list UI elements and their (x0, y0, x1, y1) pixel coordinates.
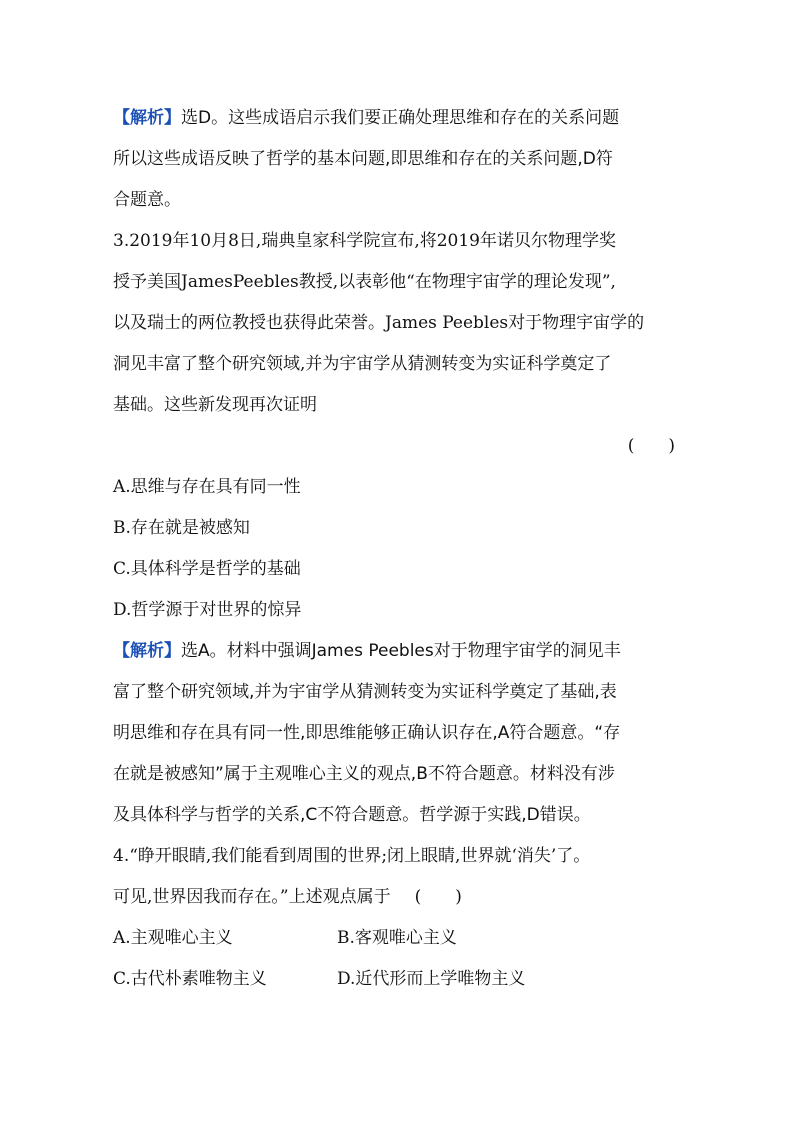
q4-stem-line-2: 可见,世界因我而存在。”上述观点属于 ( ) (113, 887, 462, 907)
analysis-3 (113, 631, 683, 836)
analysis-3-line-2: 富了整个研究领域,并为宇宙学从猜测转变为实证科学奠定了基础,表 (113, 682, 617, 702)
q4-option-b: B.客观唯心主义 (337, 928, 457, 948)
q4-option-row-1 (113, 918, 683, 959)
q4-option-d: D.近代形而上学唯物主义 (337, 969, 526, 989)
q3-answer-paren: ( ) (627, 436, 675, 456)
q3-stem-line-2: 授予美国JamesPeebles教授,以表彰他“在物理宇宙学的理论发现”, (113, 272, 616, 292)
q3-option-d: D.哲学源于对世界的惊异 (113, 600, 302, 620)
q3-option-c: C.具体科学是哲学的基础 (113, 559, 301, 579)
q3-option-a: A.思维与存在具有同一性 (113, 477, 301, 497)
q3-option-b: B.存在就是被感知 (113, 518, 250, 538)
q3-stem-line-1: 3.2019年10月8日,瑞典皇家科学院宣布,将2019年诺贝尔物理学奖 (113, 231, 617, 251)
q4-option-row-2 (113, 959, 683, 1000)
q3-stem-line-4: 洞见丰富了整个研究领域,并为宇宙学从猜测转变为实证科学奠定了 (113, 354, 612, 374)
analysis-3-line-4: 在就是被感知”属于主观唯心主义的观点,B不符合题意。材料没有涉 (113, 764, 615, 784)
question-4 (113, 836, 683, 1000)
analysis-tag: 【解析】 (113, 108, 181, 128)
analysis-3-line-5: 及具体科学与哲学的关系,C不符合题意。哲学源于实践,D错误。 (113, 805, 591, 825)
analysis-3-line-3: 明思维和存在具有同一性,即思维能够正确认识存在,A符合题意。“存 (113, 723, 621, 743)
q3-stem-line-5: 基础。这些新发现再次证明 (113, 395, 317, 415)
q4-option-c: C.古代朴素唯物主义 (113, 969, 267, 989)
question-3 (113, 221, 683, 631)
analysis-tag: 【解析】 (113, 641, 181, 661)
q4-answer-paren: ( ) (414, 887, 462, 907)
q4-option-a: A.主观唯心主义 (113, 928, 233, 948)
analysis-1 (113, 98, 683, 221)
q4-stem-line-1: 4.“睁开眼睛,我们能看到周围的世界;闭上眼睛,世界就‘消失’了。 (113, 846, 591, 866)
analysis-3-line-1: 【解析】选A。材料中强调James Peebles对于物理宇宙学的洞见丰 (113, 641, 621, 661)
analysis-1-line-3: 合题意。 (113, 190, 181, 210)
analysis-1-line-1: 【解析】选D。这些成语启示我们要正确处理思维和存在的关系问题 (113, 108, 620, 128)
document-page (113, 98, 683, 1000)
q3-stem-line-3: 以及瑞士的两位教授也获得此荣誉。James Peebles对于物理宇宙学的 (113, 313, 645, 333)
analysis-1-line-2: 所以这些成语反映了哲学的基本问题,即思维和存在的关系问题,D符 (113, 149, 613, 169)
